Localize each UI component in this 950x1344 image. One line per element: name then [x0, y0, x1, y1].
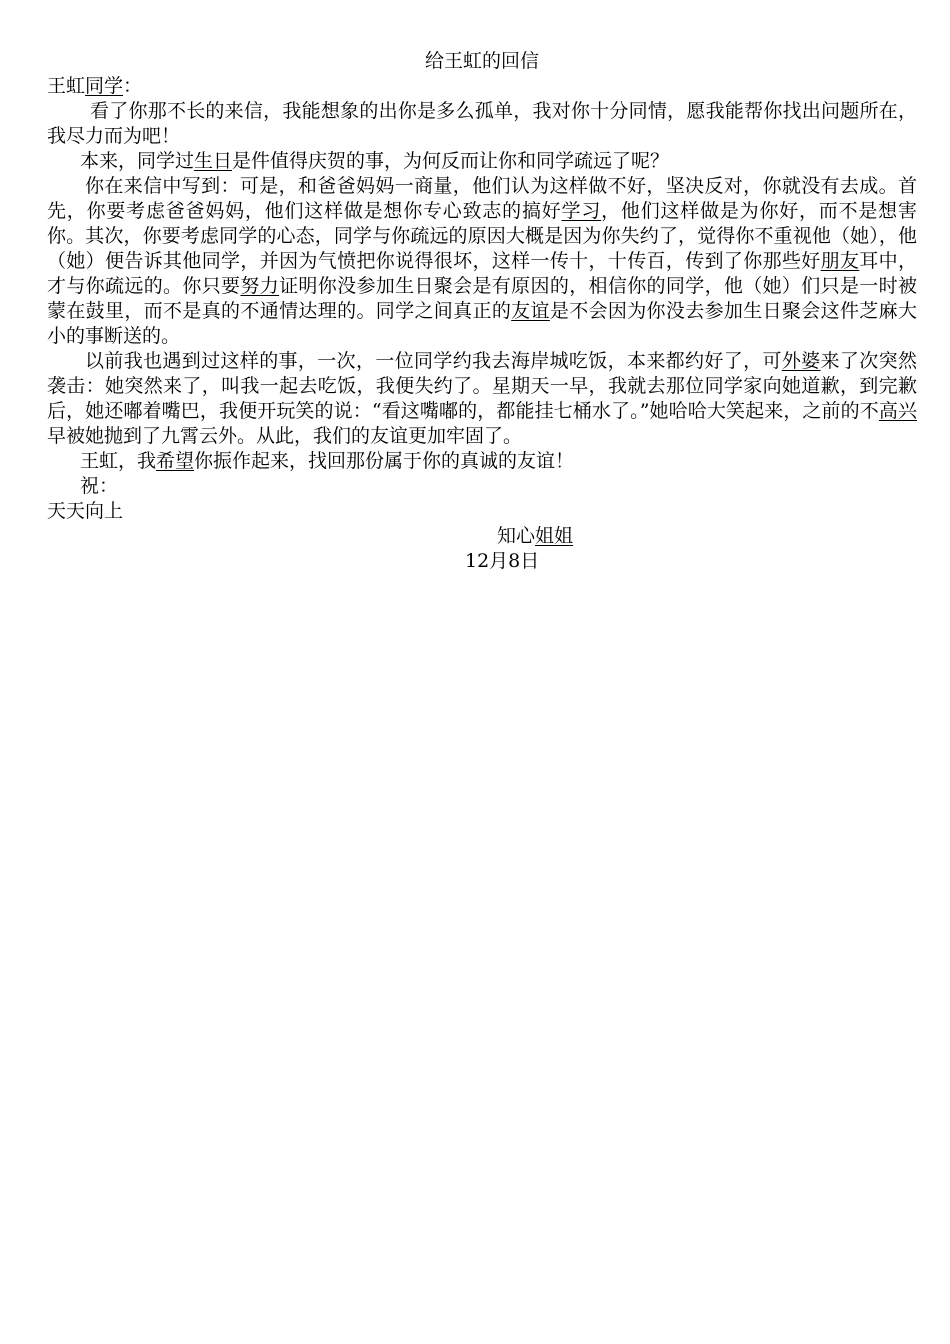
link-birthday[interactable]: 生日	[194, 150, 233, 172]
salutation-colon: ：	[123, 75, 143, 97]
paragraph-4-text-c: 早被她抛到了九霄云外。从此，我们的友谊更加牢固了。	[47, 425, 523, 447]
paragraph-5-text-b: 你振作起来，找回那份属于你的真诚的友谊！	[194, 450, 575, 472]
link-effort[interactable]: 努力	[240, 275, 280, 297]
closing-phrase: 天天向上	[47, 500, 124, 522]
paragraph-3	[47, 174, 917, 349]
paragraph-5-text-a: 王虹，我	[80, 450, 157, 472]
closing-wish: 祝：	[80, 475, 119, 497]
link-hope[interactable]: 希望	[156, 450, 195, 472]
salutation	[47, 74, 917, 99]
link-grandma[interactable]: 外婆	[781, 350, 821, 372]
paragraph-1: 看了你那不长的来信，我能想象的出你是多么孤单，我对你十分同情，愿我能帮你找出问题所在，我尽力而为吧！	[47, 100, 917, 147]
paragraph-3-text-c: 耳中，才与你疏远的。你只要	[47, 250, 917, 297]
paragraph-3-text-d: 证明你没参加生日聚会是有原因的，相信你的同学，他（她）们只是一时被蒙在鼓里，而不是真的不通情达理的。同学之间真正的	[47, 275, 917, 322]
signature-text: 知心	[497, 525, 536, 547]
letter-date: 12月8日	[465, 550, 540, 572]
paragraph-3-text-b: ，他们这样做是为你好，而不是想害你。其次，你要考虑同学的心态，同学与你疏远的原因大概是因为你失约了，觉得你不重视他（她），他（她）便告诉其他同学，并因为气愤把你说得很坏，这样一传十，十传百，传到了你那些好	[47, 200, 917, 272]
letter-title: 给王虹的回信	[424, 50, 539, 72]
paragraph-2-text-a: 本来，同学过	[80, 150, 195, 172]
paragraph-3-text-e: 是不会因为你没去参加生日聚会这件芝麻大小的事断送的。	[47, 300, 917, 347]
paragraph-5	[47, 449, 917, 474]
salutation-name: 王虹	[47, 75, 86, 97]
link-friendship[interactable]: 友谊	[511, 300, 550, 322]
salutation-link[interactable]: 同学	[85, 75, 124, 97]
link-sister[interactable]: 姐姐	[535, 525, 574, 547]
paragraph-4	[47, 349, 917, 449]
paragraph-2-text-b: 是件值得庆贺的事，为何反而让你和同学疏远了呢？	[232, 150, 670, 172]
paragraph-4-text-a: 以前我也遇到过这样的事，一次，一位同学约我去海岸城吃饭，本来都约好了，可	[85, 350, 782, 372]
paragraph-3-text-a: 你在来信中写到：可是，和爸爸妈妈一商量，他们认为这样做不好，坚决反对，你就没有去成。首先，你要考虑爸爸妈妈，他们这样做是想你专心致志的搞好	[47, 175, 917, 222]
link-friends[interactable]: 朋友	[820, 250, 860, 272]
link-happy[interactable]: 高兴	[878, 400, 917, 422]
paragraph-4-text-b: 来了次突然袭击：她突然来了，叫我一起去吃饭，我便失约了。星期天一早，我就去那位同学家向她道歉，到完歉后，她还嘟着嘴巴，我便开玩笑的说：“看这嘴嘟的，都能挂七桶水了。”她哈哈大笑起来，之前的不	[47, 350, 917, 422]
letter-page	[47, 49, 917, 574]
signature	[47, 524, 917, 549]
link-study[interactable]: 学习	[561, 200, 602, 222]
paragraph-2	[47, 149, 917, 174]
